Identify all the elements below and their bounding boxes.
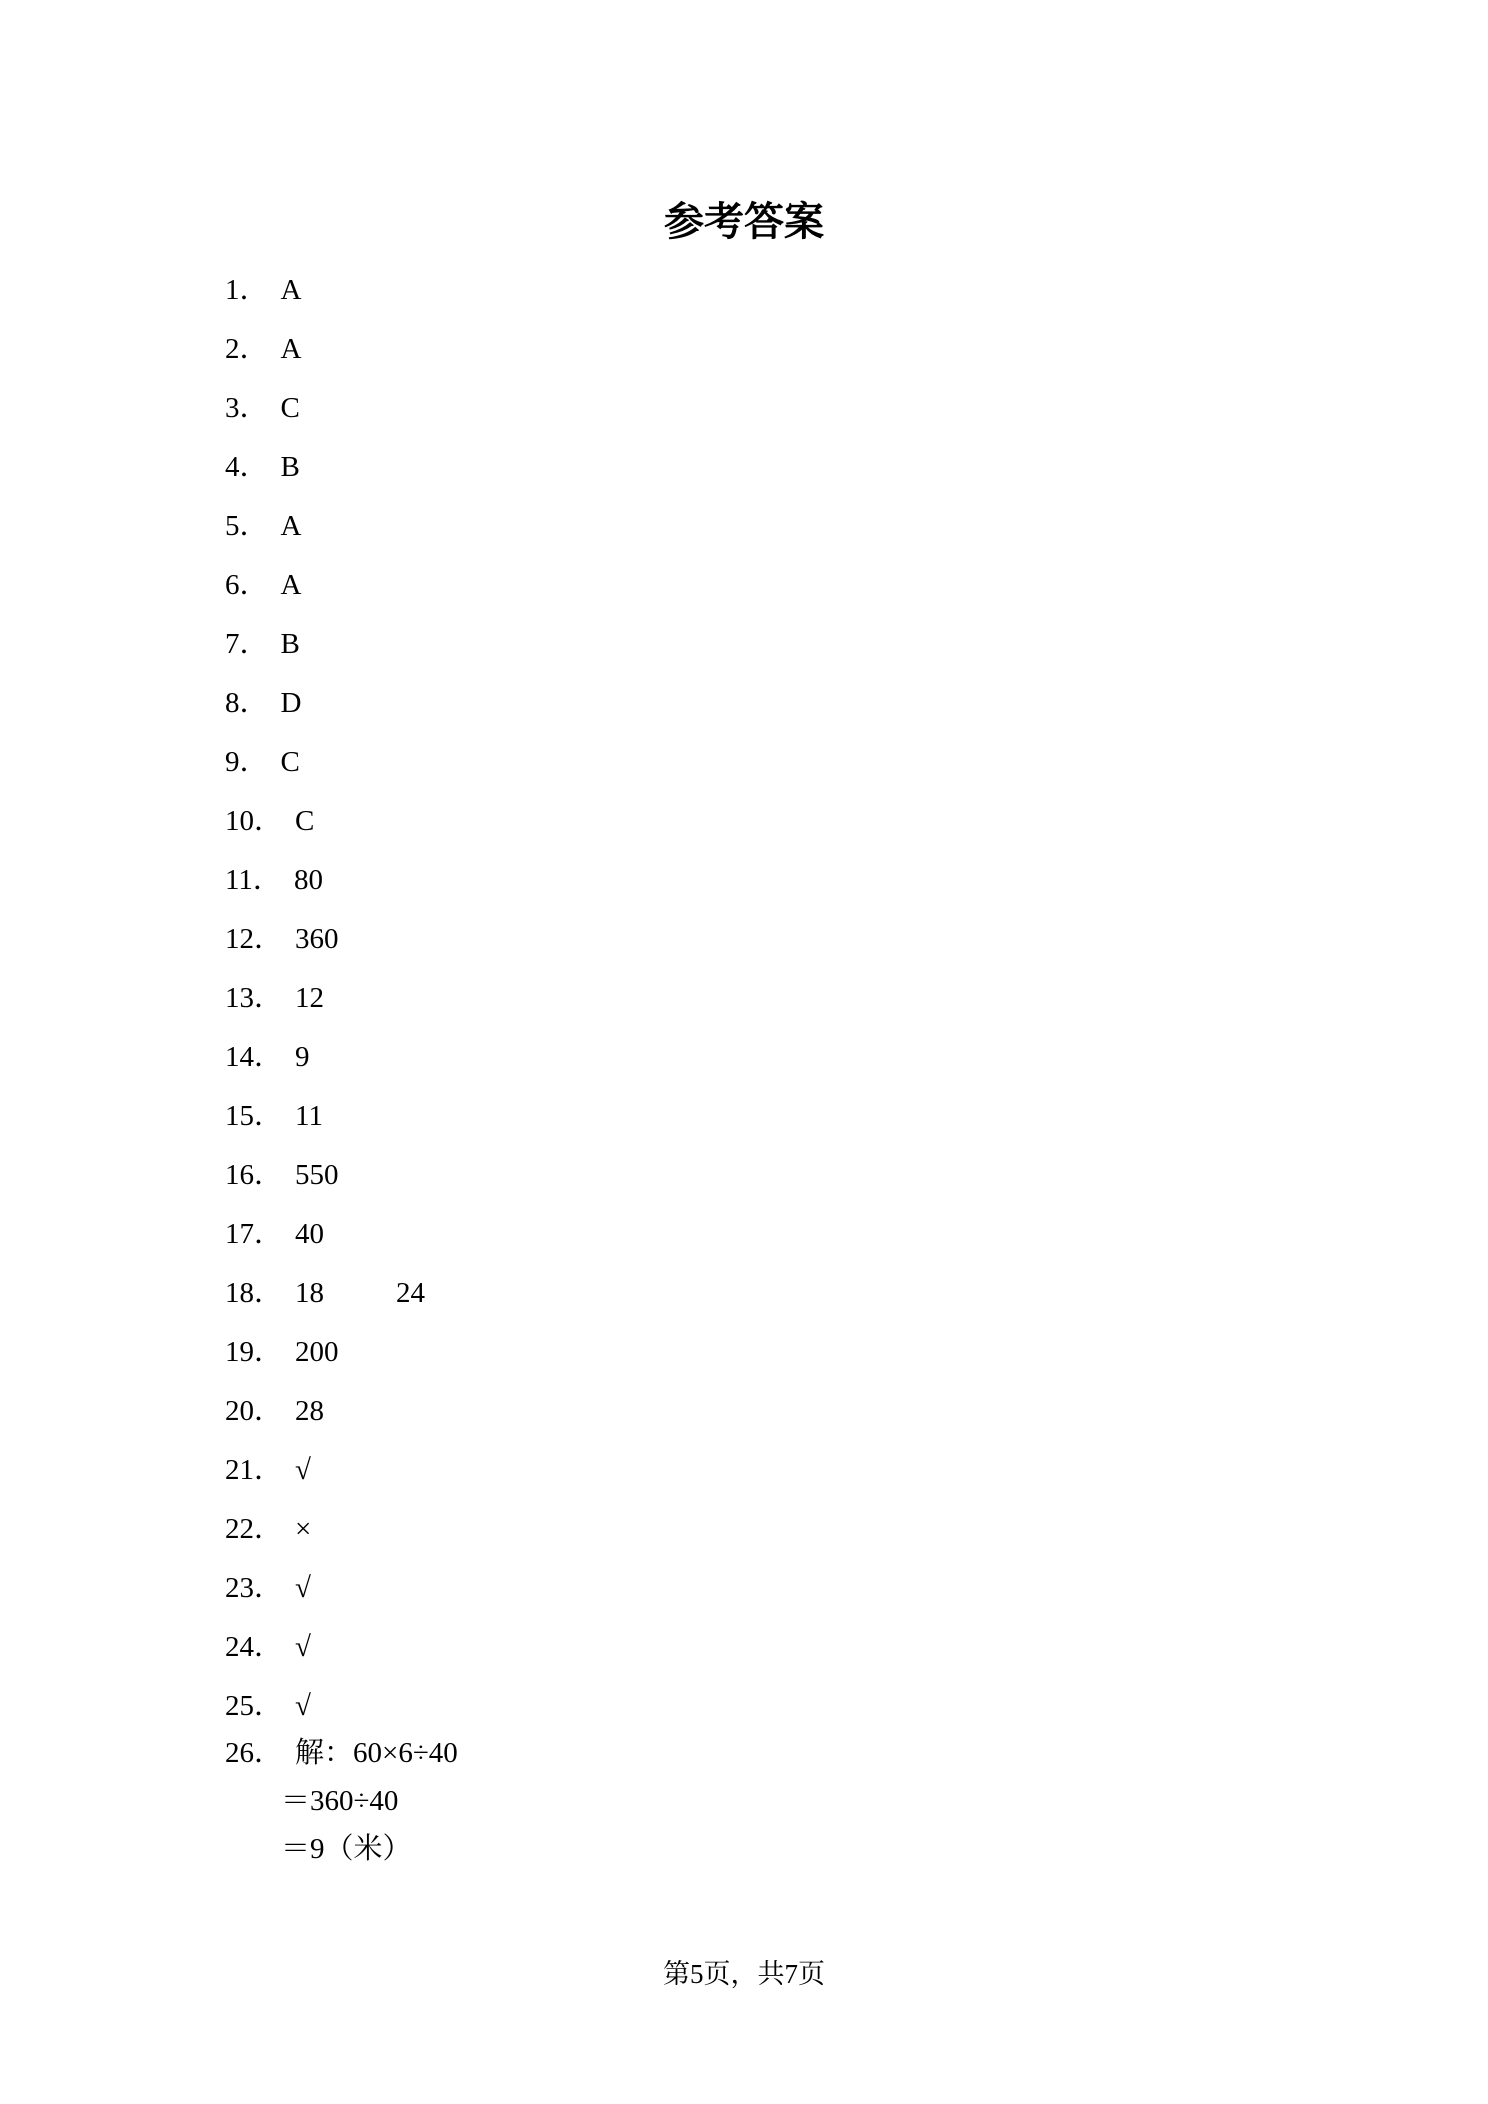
- answer-value: √: [295, 1454, 311, 1486]
- answer-number: 20．: [225, 1395, 284, 1427]
- answer-number: 13．: [225, 982, 284, 1014]
- answer-value: D: [280, 687, 302, 719]
- answer-item: [225, 1332, 425, 1391]
- answer-value: B: [280, 451, 300, 483]
- answer-value: √: [295, 1690, 311, 1722]
- answer-item: [225, 329, 425, 388]
- answer-number: 6．: [225, 569, 269, 601]
- answer-number: 12．: [225, 923, 284, 955]
- answer-item: [225, 978, 425, 1037]
- answer-number: 17．: [225, 1218, 284, 1250]
- answer-item: [225, 270, 425, 329]
- answer-number: 4．: [225, 451, 269, 483]
- answer-item: [225, 1627, 425, 1686]
- answer-value: √: [295, 1631, 311, 1663]
- answer-item: [225, 1391, 425, 1450]
- solution-step: ＝9（米）: [281, 1833, 412, 1865]
- answer-value: 360: [295, 923, 339, 955]
- answer-value: 18: [295, 1277, 325, 1309]
- answer-value-second: 24: [396, 1277, 426, 1309]
- answer-item: [225, 388, 425, 447]
- answer-value: 40: [295, 1218, 325, 1250]
- solution-number: 26．: [225, 1737, 284, 1769]
- answer-value: √: [295, 1572, 311, 1604]
- answer-number: 15．: [225, 1100, 284, 1132]
- answer-value: 28: [295, 1395, 325, 1427]
- answer-value: B: [280, 628, 300, 660]
- answer-item: [225, 1509, 425, 1568]
- answer-number: 7．: [225, 628, 269, 660]
- answer-value: 12: [295, 982, 325, 1014]
- page-footer: 第5页，共7页: [663, 1959, 825, 1989]
- answer-item: [225, 801, 425, 860]
- answer-number: 3．: [225, 392, 269, 424]
- answer-item: [225, 1273, 425, 1332]
- answer-value: A: [280, 274, 302, 306]
- answer-value: C: [280, 746, 300, 778]
- answer-value: ×: [295, 1513, 312, 1545]
- answer-value: A: [280, 333, 302, 365]
- answer-number: 18．: [225, 1277, 284, 1309]
- answer-item: [225, 624, 425, 683]
- answer-value: 550: [295, 1159, 339, 1191]
- answer-item: [225, 683, 425, 742]
- answer-value: A: [280, 569, 302, 601]
- answer-list: [225, 270, 425, 1745]
- answer-item: [225, 565, 425, 624]
- answer-value: C: [295, 805, 315, 837]
- answer-number: 1．: [225, 274, 269, 306]
- answer-item: [225, 860, 425, 919]
- page-title: 参考答案: [664, 199, 824, 245]
- answer-item: [225, 742, 425, 801]
- answer-value: 80: [293, 864, 323, 896]
- answer-item: [225, 447, 425, 506]
- answer-number: 9．: [225, 746, 269, 778]
- answer-item: [225, 1450, 425, 1509]
- answer-number: 25．: [225, 1690, 284, 1722]
- answer-item: [225, 1155, 425, 1214]
- answer-value: A: [280, 510, 302, 542]
- answer-number: 21．: [225, 1454, 284, 1486]
- answer-value: 9: [295, 1041, 310, 1073]
- solution-step: ＝360÷40: [281, 1785, 399, 1817]
- answer-number: 14．: [225, 1041, 284, 1073]
- answer-item: [225, 1568, 425, 1627]
- answer-number: 19．: [225, 1336, 284, 1368]
- answer-number: 5．: [225, 510, 269, 542]
- answer-number: 16．: [225, 1159, 284, 1191]
- solution-first-line: [225, 1729, 458, 1777]
- answer-value: 11: [295, 1100, 323, 1132]
- answer-number: 10．: [225, 805, 284, 837]
- solution-statement: 解：60×6÷40: [295, 1737, 458, 1769]
- answer-number: 22．: [225, 1513, 284, 1545]
- answer-number: 23．: [225, 1572, 284, 1604]
- answer-item: [225, 1037, 425, 1096]
- answer-number: 8．: [225, 687, 269, 719]
- answer-item: [225, 1096, 425, 1155]
- answer-value: 200: [295, 1336, 339, 1368]
- answer-item: [225, 1214, 425, 1273]
- answer-number: 24．: [225, 1631, 284, 1663]
- answer-number: 2．: [225, 333, 269, 365]
- answer-item: [225, 919, 425, 978]
- solution-block: [225, 1729, 458, 1873]
- answer-value: C: [280, 392, 300, 424]
- answer-number: 11．: [225, 864, 282, 896]
- answer-item: [225, 506, 425, 565]
